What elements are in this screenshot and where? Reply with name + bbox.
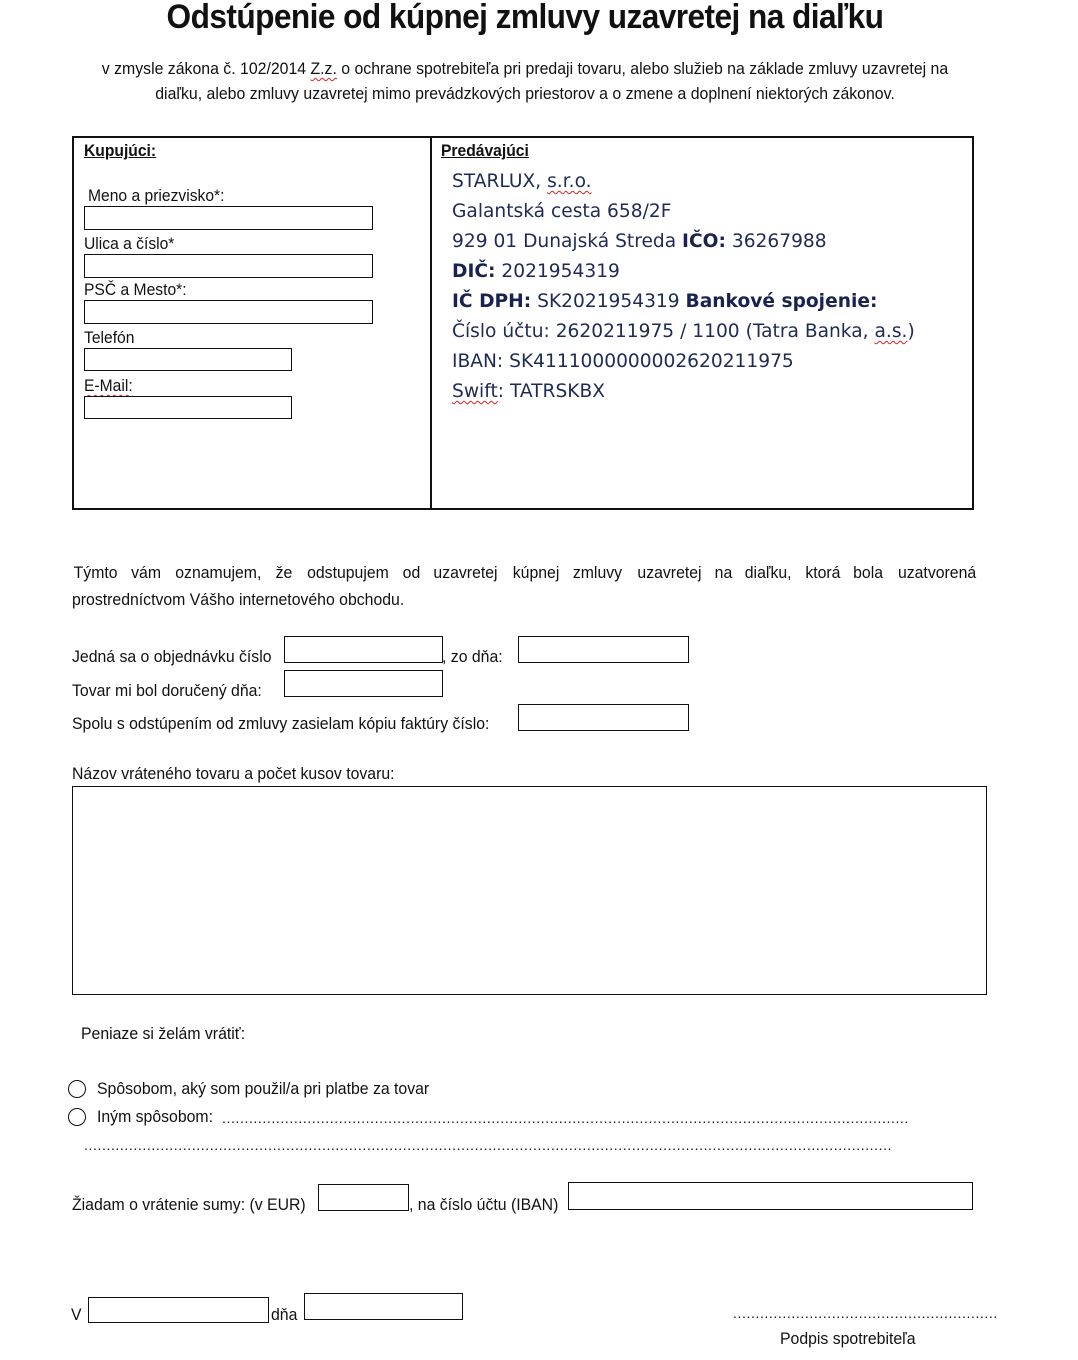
refund-amount-field[interactable] — [318, 1184, 409, 1211]
seller-swift-label: Swift — [452, 380, 498, 402]
refund-other-method-line-2[interactable]: .................................................................................................................................................................................... — [84, 1137, 893, 1153]
buyer-heading: Kupujúci: — [84, 141, 157, 160]
place-label: V — [71, 1305, 82, 1324]
seller-account-bank-form: a.s. — [874, 320, 908, 342]
goods-textarea[interactable] — [72, 786, 987, 995]
buyer-city-field[interactable] — [84, 300, 373, 324]
seller-icdph-bank — [452, 290, 877, 312]
buyer-email-label — [84, 376, 133, 396]
notice-word: kúpnej — [512, 563, 560, 582]
goods-label: Názov vráteného tovaru a počet kusov tovaru: — [72, 764, 395, 783]
notice-word: zmluvy — [573, 563, 623, 582]
notice-word: vám — [130, 563, 161, 582]
seller-company — [452, 170, 592, 192]
seller-iban: IBAN: SK4111000000002620211975 — [452, 350, 794, 372]
seller-street: Galantská cesta 658/2F — [452, 200, 672, 222]
refund-iban-field[interactable] — [568, 1182, 973, 1210]
refund-amount-label: Žiadam o vrátenie sumy: (v EUR) — [72, 1195, 306, 1214]
place-field[interactable] — [88, 1297, 269, 1323]
notice-word: diaľku, — [745, 563, 792, 582]
seller-ico-value: 36267988 — [725, 230, 827, 252]
seller-city-ico — [452, 230, 827, 252]
seller-dic — [452, 260, 620, 282]
buyer-name-label: Meno a priezvisko*: — [88, 186, 225, 205]
subtitle-text: o ochrane spotrebiteľa pri predaji tovaru, alebo služieb na základe zmluvy uzavretej na — [336, 60, 949, 78]
notice-word: uzatvorená — [897, 563, 977, 582]
buyer-city-label: PSČ a Mesto*: — [84, 280, 187, 299]
notice-word: uzavretej — [433, 563, 498, 582]
subtitle-line-1 — [59, 60, 990, 79]
subtitle-line-2: diaľku, alebo zmluvy uzavretej mimo prevádzkových priestorov a o zmene a doplnení niektorých zákonov. — [155, 85, 895, 103]
notice-word: oznamujem, — [175, 563, 262, 582]
seller-icdph-value: SK2021954319 — [531, 290, 686, 312]
buyer-name-field[interactable] — [84, 206, 373, 230]
seller-dic-value: 2021954319 — [495, 260, 620, 282]
notice-word: uzavretej — [636, 563, 702, 582]
seller-city: 929 01 Dunajská Streda — [452, 230, 683, 252]
refund-iban-label: , na číslo účtu (IBAN) — [409, 1195, 559, 1214]
buyer-phone-field[interactable] — [84, 348, 292, 371]
subtitle-text: v zmysle zákona č. 102/2014 — [101, 60, 311, 78]
notice-line-2: prostredníctvom Vášho internetového obchodu. — [72, 590, 405, 609]
notice-word: že — [275, 563, 293, 582]
page-title: Odstúpenie od kúpnej zmluvy uzavretej na diaľku — [166, 0, 884, 36]
signature-caption: Podpis spotrebiteľa — [780, 1329, 916, 1348]
notice-word: ktorá — [805, 563, 841, 582]
order-date-field[interactable] — [518, 636, 689, 663]
notice-word: bola — [853, 563, 884, 582]
buyer-email-field[interactable] — [84, 396, 292, 419]
seller-swift — [452, 380, 605, 402]
signature-line[interactable]: ........................................................... — [733, 1305, 998, 1321]
buyer-street-field[interactable] — [84, 254, 373, 278]
invoice-number-field[interactable] — [518, 704, 689, 731]
buyer-phone-label: Telefón — [84, 328, 135, 347]
signature-date-field[interactable] — [304, 1293, 463, 1320]
refund-other-method-label: Iným spôsobom: — [97, 1107, 214, 1126]
seller-account-number: Číslo účtu: 2620211975 / 1100 (Tatra Banka, — [452, 320, 875, 342]
seller-dic-label: DIČ: — [452, 260, 496, 282]
buyer-street-label: Ulica a číslo* — [84, 234, 175, 253]
subtitle-law-abbrev: Z.z. — [310, 60, 337, 78]
notice-line-1 — [72, 563, 979, 583]
seller-swift-value: : TATRSKBX — [497, 380, 606, 402]
order-date-label-text: zo dňa: — [450, 647, 503, 666]
buyer-email-label-text: E-Mail: — [84, 376, 133, 395]
parties-divider — [430, 136, 432, 510]
seller-account — [452, 320, 915, 342]
order-number-field[interactable] — [284, 636, 443, 663]
delivered-date-field[interactable] — [284, 670, 443, 697]
refund-other-method-line[interactable]: ......................................................................................................................................................... — [222, 1110, 909, 1126]
seller-icdph-label: IČ DPH: — [452, 290, 532, 312]
seller-ico-label: IČO: — [682, 230, 726, 252]
order-number-label: Jedná sa o objednávku číslo — [72, 647, 272, 666]
seller-company-name: STARLUX, — [452, 170, 548, 192]
notice-word: Týmto — [73, 563, 118, 582]
seller-company-form: s.r.o. — [547, 170, 592, 192]
seller-bank-label: Bankové spojenie: — [685, 290, 878, 312]
refund-other-method-radio[interactable] — [68, 1108, 86, 1126]
signature-date-label: dňa — [271, 1305, 298, 1324]
delivered-date-label: Tovar mi bol doručený dňa: — [72, 681, 262, 700]
notice-word: odstupujem — [306, 563, 389, 582]
notice-word: na — [714, 563, 733, 582]
refund-same-method-label: Spôsobom, aký som použil/a pri platbe za tovar — [97, 1079, 430, 1098]
seller-heading: Predávajúci — [441, 141, 529, 160]
notice-word: od — [402, 563, 421, 582]
seller-account-close: ) — [907, 320, 915, 342]
refund-same-method-radio[interactable] — [68, 1080, 86, 1098]
refund-heading: Peniaze si želám vrátiť: — [81, 1024, 246, 1043]
order-date-label: , zo dňa: — [442, 647, 503, 666]
invoice-number-label: Spolu s odstúpením od zmluvy zasielam kópiu faktúry číslo: — [72, 714, 490, 733]
